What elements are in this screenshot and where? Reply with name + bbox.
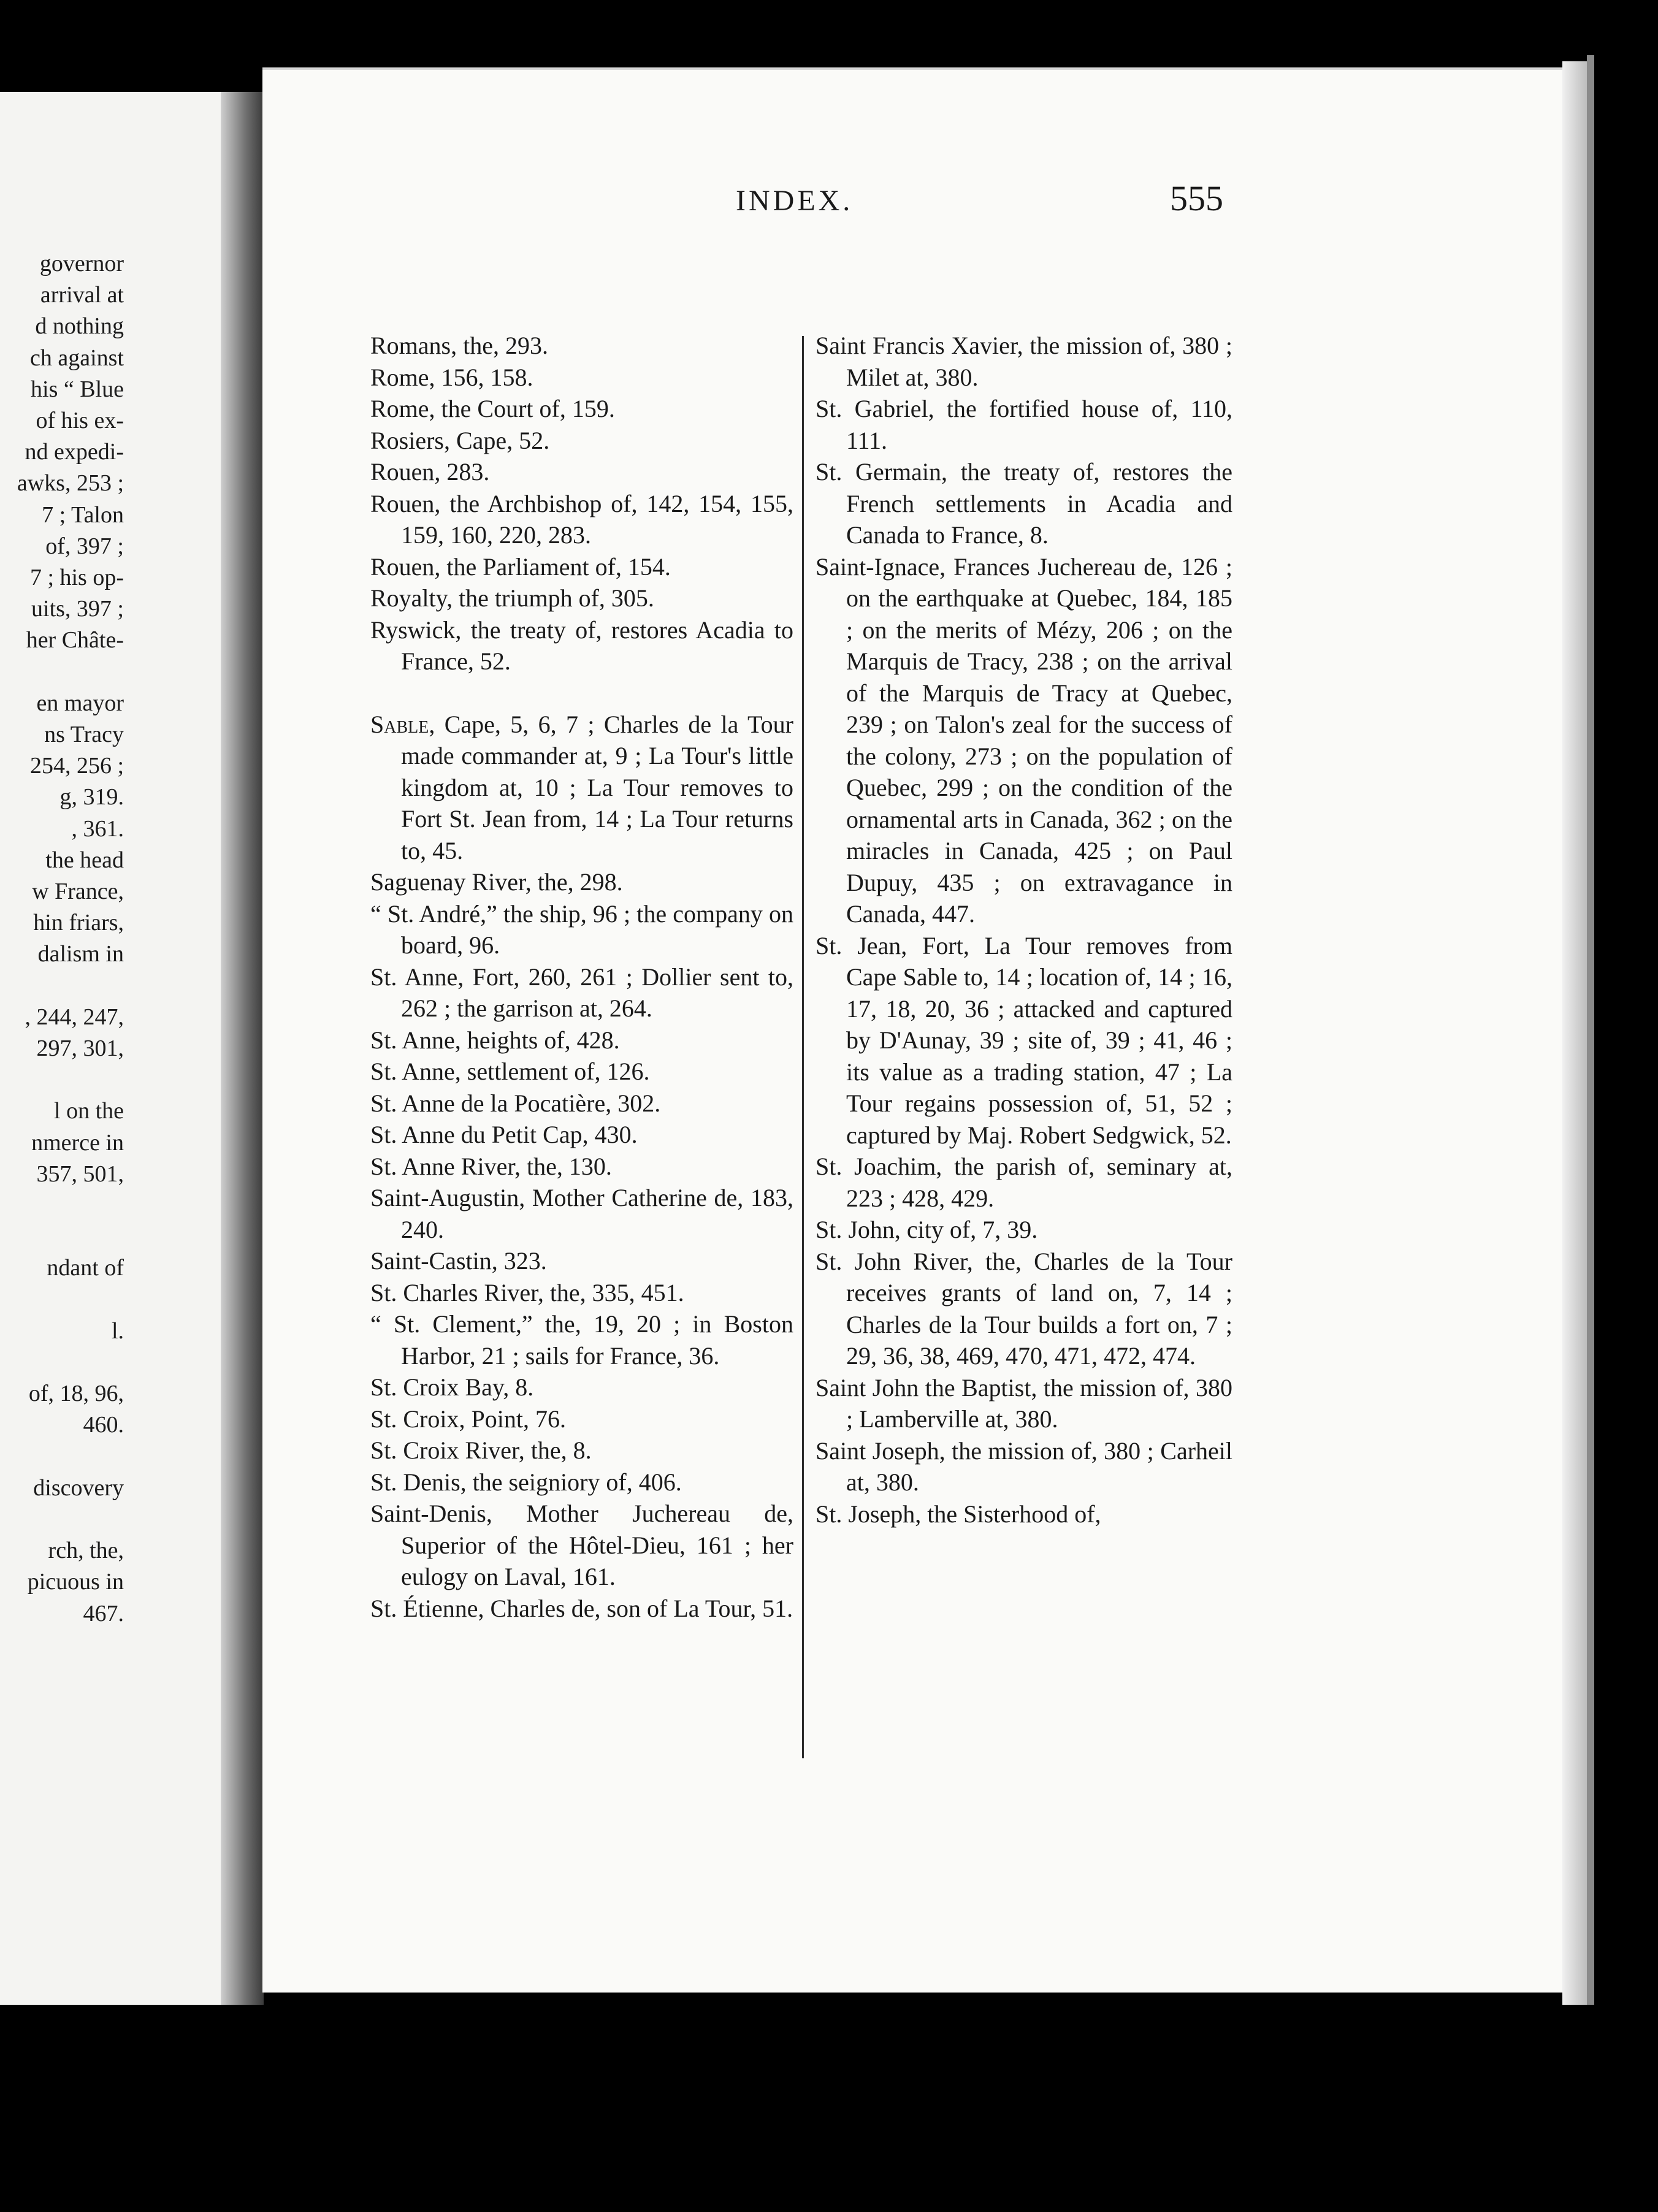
left-page-line: ns Tracy	[44, 722, 124, 747]
left-page-line: en mayor	[36, 690, 124, 716]
left-page-line: of, 18, 96,	[28, 1381, 124, 1407]
index-entry-text: Ryswick, the treaty of, restores Acadia to France, 52.	[370, 616, 793, 675]
index-entry	[370, 1088, 793, 1119]
left-page-line: , 361.	[71, 815, 124, 842]
index-entry	[816, 330, 1232, 393]
index-entry-text: Saint-Augustin, Mother Catherine de, 183, 240.	[370, 1184, 793, 1243]
index-entry	[370, 456, 793, 488]
index-entry-text: Rouen, the Archbishop of, 142, 154, 155, 159, 160, 220, 283.	[370, 489, 793, 549]
index-entry	[816, 1435, 1232, 1498]
index-entry-text: St. John River, the, Charles de la Tour receives grants of land on, 7, 14 ; Charles de la Tour builds a fort on, 7 ; 29, 36, 38, 469, 470, 471, 472, 474.	[816, 1247, 1232, 1370]
index-entry	[816, 551, 1232, 930]
index-entry	[370, 614, 793, 677]
index-entry	[370, 393, 793, 425]
index-entry-text: St. Anne, settlement of, 126.	[370, 1058, 650, 1085]
left-page-line: 357, 501,	[36, 1161, 124, 1187]
index-entry-text: Saint John the Baptist, the mission of, 380 ; Lamberville at, 380.	[816, 1373, 1232, 1433]
index-entry	[816, 1151, 1232, 1214]
left-page-line: rch, the,	[48, 1538, 124, 1564]
left-page-fragment	[0, 92, 228, 2005]
index-entry	[816, 1372, 1232, 1435]
book-gutter	[221, 92, 264, 2005]
index-entry	[370, 582, 793, 614]
index-entry	[370, 1056, 793, 1088]
left-page-line: l.	[111, 1318, 124, 1344]
index-entry	[816, 1214, 1232, 1246]
index-column-right	[816, 330, 1232, 1530]
index-entry	[370, 1403, 793, 1435]
index-entry-text: Saint-Castin, 323.	[370, 1247, 547, 1275]
index-entry-text: St. Germain, the treaty of, restores the French settlements in Acadia and Canada to France, 8.	[816, 458, 1232, 549]
left-page-line: ch against	[29, 345, 124, 371]
index-entry-text: “ St. André,” the ship, 96 ; the company on board, 96.	[370, 899, 793, 959]
index-entry	[370, 1151, 793, 1183]
index-entry	[370, 1371, 793, 1403]
index-entry-text: St. Croix, Point, 76.	[370, 1405, 566, 1433]
left-page-line: the head	[45, 847, 124, 873]
index-entry	[816, 930, 1232, 1151]
index-entry-text: St. Croix Bay, 8.	[370, 1373, 534, 1401]
left-page-line: of his ex-	[36, 408, 124, 433]
left-page-line: of, 397 ;	[45, 533, 124, 559]
index-entry-text: Royalty, the triumph of, 305.	[370, 584, 654, 612]
index-entry-text: Saguenay River, the, 298.	[370, 868, 623, 896]
index-entry	[370, 866, 793, 898]
index-entry	[816, 1498, 1232, 1530]
index-entry	[816, 1246, 1232, 1372]
index-entry-text: St. Denis, the seigniory of, 406.	[370, 1468, 682, 1496]
index-entry-text: Rouen, 283.	[370, 458, 490, 486]
index-entry-text: Rosiers, Cape, 52.	[370, 426, 550, 454]
index-entry	[370, 1498, 793, 1593]
index-entry	[816, 393, 1232, 456]
index-entry-lead: Sable	[370, 710, 429, 738]
column-divider	[802, 336, 804, 1758]
index-entry	[370, 551, 793, 583]
page-edge	[1562, 61, 1587, 2005]
index-entry-text: St. Anne River, the, 130.	[370, 1152, 612, 1180]
left-page-line: nmerce in	[31, 1129, 124, 1156]
left-page-line: picuous in	[27, 1569, 124, 1595]
index-entry	[370, 709, 793, 867]
index-entry	[816, 456, 1232, 551]
index-entry-text: Saint Francis Xavier, the mission of, 380 ; Milet at, 380.	[816, 332, 1232, 391]
index-entry	[370, 1466, 793, 1498]
left-page-line: dalism in	[37, 941, 124, 967]
index-entry-text: Rouen, the Parliament of, 154.	[370, 552, 671, 581]
page-edge-shadow	[1587, 55, 1594, 2005]
index-entry-text: St. Jean, Fort, La Tour removes from Cape Sable to, 14 ; location of, 14 ; 16, 17, 18, 20, 36 ; attacked and captured by D'Aunay, 39 ; site of, 39 ; 41, 46 ; its value as a trading station, 47 ; La Tour regains possession of, 51, 52 ; captured by Maj. Robert Sedgwick, 52.	[816, 931, 1232, 1149]
left-page-line: arrival at	[40, 282, 124, 308]
index-entry-text: Rome, 156, 158.	[370, 363, 533, 391]
index-entry-text: “ St. Clement,” the, 19, 20 ; in Boston Harbor, 21 ; sails for France, 36.	[370, 1310, 793, 1370]
left-page-line: 460.	[83, 1412, 124, 1438]
index-entry-text: St. Joseph, the Sisterhood of,	[816, 1500, 1101, 1528]
left-page-line: 254, 256 ;	[29, 753, 124, 779]
index-entry	[370, 1024, 793, 1056]
index-entry-text: , Cape, 5, 6, 7 ; Charles de la Tour made commander at, 9 ; La Tour's little kingdom at, 10 ; La Tour removes to Fort St. Jean from, 14 ; La Tour returns to, 45.	[401, 710, 793, 864]
left-page-line: 7 ; his op-	[29, 565, 124, 590]
index-entry-text: St. John, city of, 7, 39.	[816, 1216, 1038, 1243]
index-entry-text: St. Anne, heights of, 428.	[370, 1026, 620, 1054]
index-entry	[370, 425, 793, 457]
left-page-line: ndant of	[47, 1255, 124, 1281]
index-entry-text: St. Charles River, the, 335, 451.	[370, 1278, 684, 1306]
index-entry-text: St. Anne, Fort, 260, 261 ; Dollier sent to, 262 ; the garrison at, 264.	[370, 963, 793, 1022]
index-entry	[370, 1593, 793, 1625]
index-entry	[370, 961, 793, 1024]
left-page-line: her Châte-	[26, 627, 124, 654]
index-entry-text: St. Joachim, the parish of, seminary at, 223 ; 428, 429.	[816, 1153, 1232, 1212]
index-column-left	[370, 330, 793, 1624]
index-entry-text: St. Anne de la Pocatière, 302.	[370, 1089, 661, 1117]
left-page-line: his “ Blue	[31, 376, 124, 402]
index-entry-text: Saint-Denis, Mother Juchereau de, Superior of the Hôtel-Dieu, 161 ; her eulogy on Laval, 161.	[370, 1500, 793, 1590]
index-entry	[370, 1435, 793, 1466]
page-number: 555	[1170, 178, 1223, 218]
left-page-line: l on the	[54, 1098, 124, 1124]
index-entry	[370, 488, 793, 551]
index-entry	[370, 1277, 793, 1309]
left-page-line: w France,	[32, 879, 124, 904]
index-entry-text: St. Étienne, Charles de, son of La Tour, 51.	[370, 1594, 793, 1622]
left-page-line: d nothing	[35, 313, 124, 340]
index-entry-text: Saint Joseph, the mission of, 380 ; Carheil at, 380.	[816, 1436, 1232, 1496]
left-page-line: hin friars,	[33, 910, 124, 936]
left-page-line: 7 ; Talon	[42, 502, 124, 528]
left-page-line: governor	[39, 251, 124, 276]
index-entry-text: St. Croix River, the, 8.	[370, 1436, 592, 1464]
left-page-line: uits, 397 ;	[31, 596, 124, 622]
index-entry-text: St. Anne du Petit Cap, 430.	[370, 1121, 638, 1148]
left-page-line: awks, 253 ;	[17, 470, 124, 497]
running-head-title: INDEX.	[736, 185, 854, 217]
index-entry	[370, 1182, 793, 1245]
left-page-line: discovery	[33, 1474, 124, 1501]
index-entry	[370, 1245, 793, 1277]
index-entry-text: Saint-Ignace, Frances Juchereau de, 126 ; on the earthquake at Quebec, 184, 185 ; on the merits of Mézy, 206 ; on the Marquis de Tracy, 238 ; on the arrival of the Marquis de Tracy at Quebec, 239 ; on Talon's zeal for the success of the colony, 273 ; on the population of Quebec, 299 ; on the condition of the ornamental arts in Canada, 362 ; on the miracles in Canada, 425 ; on Paul Dupuy, 435 ; on extravagance in Canada, 447.	[816, 552, 1232, 928]
index-entry-text: St. Gabriel, the fortified house of, 110, 111.	[816, 395, 1232, 454]
index-entry-text: Romans, the, 293.	[370, 332, 548, 359]
index-entry	[370, 1119, 793, 1151]
index-entry	[370, 330, 793, 362]
left-page-line: 297, 301,	[36, 1035, 124, 1061]
index-entry	[370, 362, 793, 394]
left-page-line: 467.	[83, 1600, 124, 1627]
left-page-line: g, 319.	[59, 784, 124, 810]
index-entry-text: Rome, the Court of, 159.	[370, 395, 615, 422]
index-entry	[370, 898, 793, 961]
index-entry	[370, 1308, 793, 1371]
left-page-line: , 244, 247,	[25, 1004, 124, 1030]
left-page-line: nd expedi-	[25, 439, 124, 465]
